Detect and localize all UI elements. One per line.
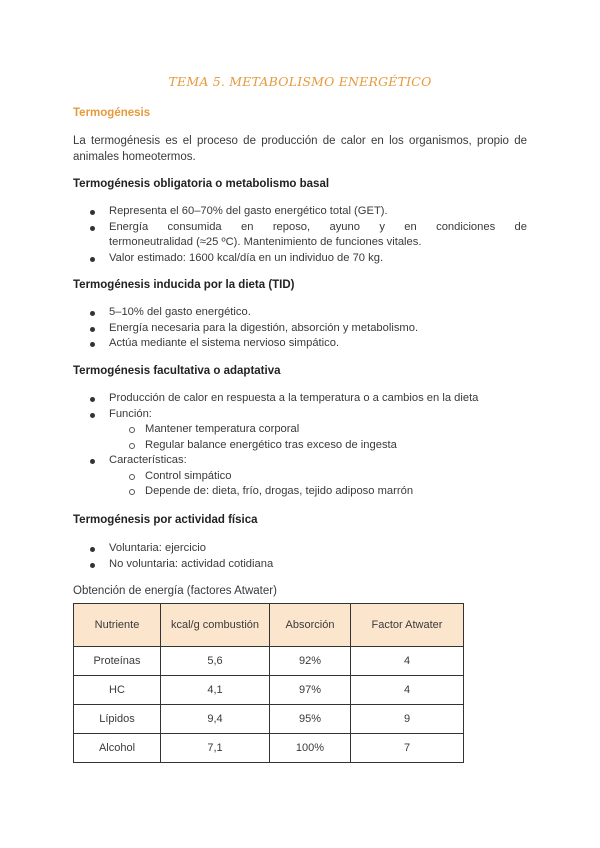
- header-absorcion: Absorción: [270, 604, 351, 647]
- cell: Lípidos: [74, 705, 161, 734]
- list-item: Energía consumida en reposo, ayuno y en condiciones de: [73, 220, 527, 236]
- cell: HC: [74, 676, 161, 705]
- cell: 95%: [270, 705, 351, 734]
- list-item: Actúa mediante el sistema nervioso simpático.: [73, 336, 527, 352]
- list-facultativa: [73, 391, 527, 500]
- table-header-row: [74, 604, 464, 647]
- cell: Proteínas: [74, 647, 161, 676]
- cell: 4: [351, 676, 464, 705]
- table-row: [74, 676, 464, 705]
- list-item: No voluntaria: actividad cotidiana: [73, 557, 527, 573]
- table-row: [74, 705, 464, 734]
- cell: 4,1: [161, 676, 270, 705]
- cell: 9: [351, 705, 464, 734]
- document-title: TEMA 5. METABOLISMO ENERGÉTICO: [168, 74, 432, 89]
- cell: 100%: [270, 734, 351, 763]
- sub-list-item: Control simpático: [73, 469, 527, 485]
- list-actividad: [73, 541, 527, 572]
- list-basal: [73, 204, 527, 266]
- cell: 5,6: [161, 647, 270, 676]
- atwater-table: [73, 603, 464, 763]
- sub-list-item: Depende de: dieta, frío, drogas, tejido adiposo marrón: [73, 484, 527, 500]
- cell: 7,1: [161, 734, 270, 763]
- heading-tid: Termogénesis inducida por la dieta (TID): [73, 279, 295, 291]
- list-tid: [73, 305, 527, 352]
- table-row: [74, 647, 464, 676]
- heading-basal: Termogénesis obligatoria o metabolismo basal: [73, 178, 330, 190]
- sub-list-item: Mantener temperatura corporal: [73, 422, 527, 438]
- cell: Alcohol: [74, 734, 161, 763]
- header-nutriente: Nutriente: [74, 604, 161, 647]
- table-row: [74, 734, 464, 763]
- sub-list-item: Regular balance energético tras exceso de ingesta: [73, 438, 527, 454]
- cell: 92%: [270, 647, 351, 676]
- list-item: Voluntaria: ejercicio: [73, 541, 527, 557]
- list-item-continuation: termoneutralidad (≈25 ºC). Mantenimiento de funciones vitales.: [109, 236, 422, 248]
- list-item: 5–10% del gasto energético.: [73, 305, 527, 321]
- heading-actividad: Termogénesis por actividad física: [73, 514, 258, 526]
- list-item: Producción de calor en respuesta a la temperatura o a cambios en la dieta: [73, 391, 527, 407]
- list-item: Energía necesaria para la digestión, absorción y metabolismo.: [73, 321, 527, 337]
- section-title: Termogénesis: [73, 107, 151, 119]
- cell: 4: [351, 647, 464, 676]
- intro-paragraph: La termogénesis es el proceso de producción de calor en los organismos, propio de animales homeotermos.: [73, 135, 527, 163]
- table-caption: Obtención de energía (factores Atwater): [73, 585, 277, 597]
- cell: 9,4: [161, 705, 270, 734]
- cell: 7: [351, 734, 464, 763]
- list-item: Función:: [73, 407, 527, 423]
- list-item: Representa el 60–70% del gasto energético total (GET).: [73, 204, 527, 220]
- list-item: Valor estimado: 1600 kcal/día en un individuo de 70 kg.: [73, 251, 527, 267]
- list-item: Características:: [73, 453, 527, 469]
- heading-facultativa: Termogénesis facultativa o adaptativa: [73, 365, 281, 377]
- header-factor: Factor Atwater: [351, 604, 464, 647]
- cell: 97%: [270, 676, 351, 705]
- header-kcal: kcal/g combustión: [161, 604, 270, 647]
